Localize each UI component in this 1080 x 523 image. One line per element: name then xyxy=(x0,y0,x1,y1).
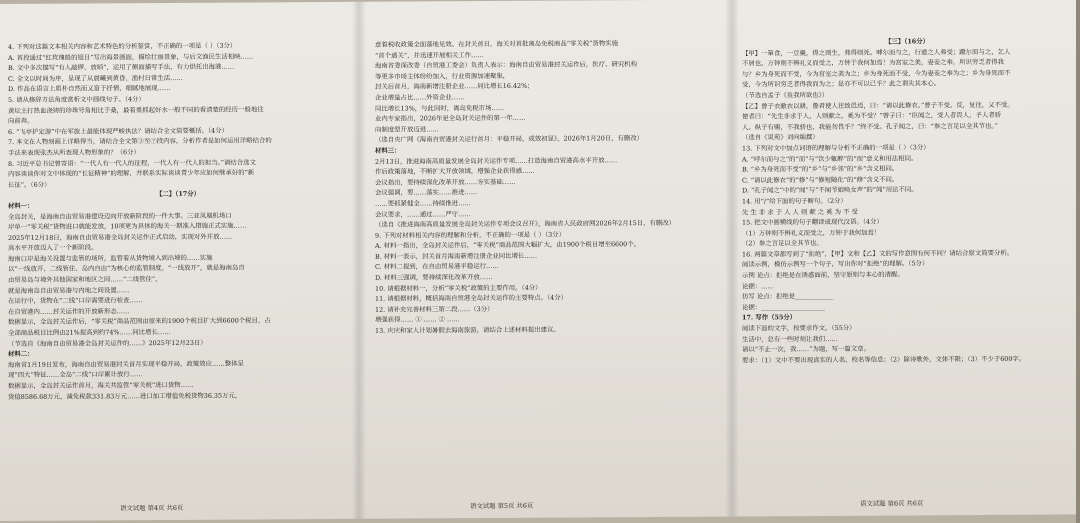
text-line: 13. 下列对文中加点词语的理解与分析不正确的一项是（ ）（3分） xyxy=(742,143,930,153)
text-line: A. 材料一指出，全岛封关运作后，“零关税”商品范围大幅扩大，由1900个税目增至6600个。 xyxy=(375,240,641,250)
text-line: 材料二： xyxy=(8,350,34,359)
text-line: 长征”。（6分） xyxy=(8,180,51,189)
text-line: 海南省委深改委（自贸港工委会）负责人表示：海南自由贸易港封关运作后，医疗、研究机构 xyxy=(375,60,638,70)
text-line: 数据显示，全岛封关运作后，“零关税”商品范围由原来的1900个税目扩大到6600个税目，占 xyxy=(8,316,271,327)
text-line: 4. 下列对这篇文本相关内容和艺术特色的分析鉴赏，不正确的一项是（ ）（3分） xyxy=(8,41,237,51)
text-line: 阅读示例，模仿示例写一个句子，写出你对“拒绝”的理解。（5分） xyxy=(742,259,929,269)
text-line: 数据显示，全岛封关运作首月，海关共监管“零关税”进口货物…… xyxy=(8,380,194,390)
text-line: 会议强调，要……落实……推进…… xyxy=(375,188,478,198)
text-line: 【乙】曾子衣敝衣以耕，鲁君使人往致邑焉，曰：“请以此修衣。”曾子不受。反，复往，又不受。 xyxy=(742,100,1014,111)
text-line: 等更多市场主体纷纷加入，行业资源加速聚集， xyxy=(375,71,510,81)
text-line: 11. 请根据材料，概括海南自贸港全岛封关运作的主要特点。（4分） xyxy=(375,293,567,303)
text-line: 先 生 非 求 于 人 人 则 献 之 奚 为 不 受 xyxy=(742,207,858,216)
text-line: 以“一线放开、二线管住、岛内自由”为核心的监管制度。“一线放开”，就是海南岛自 xyxy=(8,263,245,274)
text-line: 向前奔。 xyxy=(8,116,34,126)
text-line: 9. 下列对材料相关内容的理解和分析，不正确的一项是（ ）（3分） xyxy=(375,230,565,240)
text-line: 示例 论点：拒绝是在诱惑面前，坚守原则与本心的清醒。 xyxy=(742,270,904,280)
text-line: （1）万钟则不辨礼义而受之，万钟于我何加焉！ xyxy=(742,228,881,238)
text-line: 手法来表现张杰从所表现人物形象的？（6分） xyxy=(8,148,140,157)
page-fold xyxy=(725,0,739,517)
text-line: 企业增量占比……外资企业…… xyxy=(375,93,465,102)
text-line: 向制度型开放迈进…… xyxy=(375,125,439,134)
page-4-column xyxy=(8,40,348,402)
text-line: 【三】（16分） xyxy=(884,37,930,46)
text-line: C. 材料二提到，在自由贸易港平稳运行…… xyxy=(375,262,499,272)
text-line: 材料三： xyxy=(375,146,401,155)
text-line: 14. 用“/”给下面的句子断句。（2分） xyxy=(742,196,847,206)
text-line: 高水平开放迈入了一个新阶段。 xyxy=(8,243,98,253)
text-line: 岸单一“零关税”货物进口就能发放，10项更为具体的海关一期准入措施正式实施…… xyxy=(8,221,247,232)
text-line: 材料一： xyxy=(8,201,34,210)
text-line: 在运行中，货物在“二线”口岸需要进行检查…… xyxy=(8,296,143,306)
page-6-column xyxy=(742,35,1072,365)
text-line: D. 材料三强调，要持续深化改革开放…… xyxy=(375,273,493,282)
text-line: D. 作品在语言上质朴自然而又富于抒情，细腻地展现…… xyxy=(8,84,171,94)
page-fold xyxy=(352,2,366,519)
text-line: 论据：____________________ xyxy=(742,302,826,312)
text-line: （选自《说苑》刘向编撰） xyxy=(742,133,819,142)
text-line: 生活中，总有一些时刻让我们…… xyxy=(742,334,838,344)
text-line: 货值8586.68万元，减免税款331.83万元……进口加工增值免税货物36.35万元， xyxy=(8,391,242,401)
text-line: 不屑也。万钟则不辨礼义而受之，万钟于我何加焉！为宫室之美，妻妾之奉，所识穷乏者得我 xyxy=(742,58,1005,68)
text-line: 7. 本文在人物刻画上详略得当，请结合全文第③至⑦段内容，分析作者是如何运用详略结合的 xyxy=(8,136,272,147)
text-line: 封关后首月，海南新增注册企业……同比增长16.42%； xyxy=(375,82,534,92)
text-line: 业内专家指出，2026年是全岛封关运作的第一年…… xyxy=(375,113,526,123)
text-line: （节选自《海南自由贸易港全岛封关运作的……》2025年12月23日） xyxy=(8,338,207,348)
text-line: 现“四大”特征……全岛“二线”口岸累计放行…… xyxy=(8,370,143,380)
text-line: 全部商品税目比例由21%提高到约74%……同比增长…… xyxy=(8,327,171,337)
text-line: 2025年12月18日，海南自由贸易港全岛封关运作正式启动，实现对外开放…… xyxy=(8,232,233,242)
text-line: 增强获得…… ① …… ② …… xyxy=(375,315,460,325)
text-line: 同比增长13%，与此同时，离岛免税市场…… xyxy=(375,103,505,113)
text-line: 会议指出，要持续深化改革开放……夯实基础…… xyxy=(375,177,516,187)
text-line: 使者曰：“先生非求于人，人则献之，奚为不受？”曾子曰：“臣闻之，受人者畏人，予人者骄 xyxy=(742,111,1002,121)
text-line: 就是海南岛自由贸易港与内地之间设置…… xyxy=(8,285,130,295)
text-line: 13. 庆庆和家人计划暑假去海南旅游，请结合上述材料提出建议。 xyxy=(375,325,560,335)
text-line: 内容谈谈你对文中体现的“长征精神”的理解，并联系实际谈谈青少年应如何继承好的“新 xyxy=(8,168,255,179)
text-line: 论据：…… xyxy=(742,281,774,291)
text-line: 意着税收政策全面落地见效。在封关首日，海关对首批离岛免税商品“零关税”货物实施 xyxy=(375,39,618,49)
text-line: B. 文中多次描写“有人敲锣、放哨”，运用了侧面描写手法，有力烘托出海港…… xyxy=(8,62,235,73)
text-line: （选自《推进海南高质量发展全岛封关运作专项会议召开》，海南省人民政府网2026年2月15日，有删改） xyxy=(375,218,676,229)
text-line: （2）参之言足以全其节也。 xyxy=(742,239,823,248)
text-line: 请以“不止一次，我……”为题，写一篇文章。 xyxy=(742,344,870,354)
text-line: “首个通关”，并迅速开展相关工作…… xyxy=(375,50,484,60)
text-line: 仿写 论点：拒绝是____________ xyxy=(742,292,834,301)
text-line: 人。纵子有赐，不我骄也，我能勿畏乎？”终不受。孔子闻之，曰：“参之言足以全其节也。” xyxy=(742,121,998,132)
text-line: 海南省1月19日发布，海南自由贸易港封关首月实现平稳开局，政策效应……整体呈 xyxy=(8,359,244,369)
text-line: 15. 把文中画横线的句子翻译成现代汉语。（4分） xyxy=(742,217,883,227)
text-line: 受，今为所识穷乏者得我而为之；是亦不可以已乎？此之谓失其本心。 xyxy=(742,79,941,89)
text-line: 6. “飞亭护定游”中在军旅上最能体现严峻执法？请结合全文简要概括。（4分） xyxy=(8,126,229,136)
paper-edge xyxy=(1076,0,1080,523)
text-line: 12. 请补充完善材料三第二段……（3分） xyxy=(375,304,494,314)
text-line: 阅读下面的文字，按要求作文。（55分） xyxy=(742,323,856,333)
page-5-footer: 语文试题 第5页 共6页 xyxy=(470,501,534,511)
text-line: C. 全文以时间为序，呈现了从晨曦到黄昏，渔村日常生活…… xyxy=(8,73,183,83)
text-line: ……要抓紧健全……持续推进…… xyxy=(375,199,471,208)
page-4-footer: 语文试题 第4页 共6页 xyxy=(120,503,184,513)
text-line: （节选自孟子《鱼我所欲也》） xyxy=(742,90,829,100)
page-5-column xyxy=(375,38,720,337)
text-line: （选自央广网《海南自贸港封关运行首月：平稳开局，成效初显》，2026年1月20日，有删改） xyxy=(375,134,644,145)
text-line: 8. 习近平总书记曾寄语：“一代人有一代人的征程，一代人有一代人的担当。”请结合选文 xyxy=(8,157,256,168)
text-line: 【甲】一箪食，一豆羹，得之则生，弗得则死。嘑尔而与之，行道之人弗受；蹴尔而与之，乞人 xyxy=(742,47,1011,58)
text-line: D. “孔子闻之”中的“闻”与“不闻爷娘唤女声”的“闻”用法不同。 xyxy=(742,185,918,195)
text-line: C. “请以此修衣”的“修”与“修短随化”的“修”含义不同。 xyxy=(742,175,899,185)
text-line: 黄坛主打热血浇铸的珍珠号角相比于桑，最着重抓起好水一般不同的看清楚的经历一般地往 xyxy=(8,104,264,115)
text-line: 会议要求，……通过……严守…… xyxy=(375,209,471,219)
text-line: 10. 请根据材料一，分析“零关税”政策的主要作用。（4分） xyxy=(375,283,542,293)
text-line: A. 首段通过“红玫瑰般的旭日”写出海景画面，描绘壮丽景象，与后文渔民生活相映…… xyxy=(8,52,254,62)
text-line: 16. 两篇文章都写到了“拒绝”，【甲】文和【乙】文的写作意图有何不同？请结合原文简要分析。 xyxy=(742,248,1014,259)
text-line: B. 材料一表示，封关首月海南新增注册企业同比增长…… xyxy=(375,251,538,261)
text-line: 全岛封关，是海南自由贸易港建设迈向开放新阶段的一件大事。三亚凤凰机场口 xyxy=(8,211,232,221)
page-6-footer: 语文试题 第6页 共6页 xyxy=(860,499,924,508)
text-line: 在自贸港内……封关运作的开放新形态…… xyxy=(8,307,130,316)
text-line: 17. 写作（55分） xyxy=(742,313,797,322)
text-line: 【二】（17分） xyxy=(155,190,201,199)
text-line: B. “乡为身死而不受”的“乡”与“乡邻”的“乡”含义相同。 xyxy=(742,164,899,174)
text-line: A. “呼尔而与之”的“而”与“饮少辄醉”的“而”意义和用法相同。 xyxy=(742,153,918,163)
text-line: 海南口岸是海关设置与监管的场所，监管着从货物境入到出境的……实施 xyxy=(8,253,213,263)
text-line: 5. 请从修辞方法角度赏析文中画线句子。（4分） xyxy=(8,95,145,104)
text-line: 作后政策落地，不断扩大开放领域，增强企业获得感…… xyxy=(375,166,535,176)
text-line: 由贸易岛与境外其他国家和地区之间……“二线管住”， xyxy=(8,275,162,285)
text-line: 2月13日，推进海南高质量发展全岛封关运作专项……打造海南自贸港高水平开放…… xyxy=(375,155,618,166)
text-line: 与？乡为身死而不受，今为宫室之美为之；乡为身死而不受，今为妻妾之奉为之；乡为身死而不 xyxy=(742,68,1011,79)
text-line: 要求：（1）文中不要出现真实的人名、校名等信息；（2）除诗歌外，文体不限；（3）不少于600字。 xyxy=(742,354,1026,365)
